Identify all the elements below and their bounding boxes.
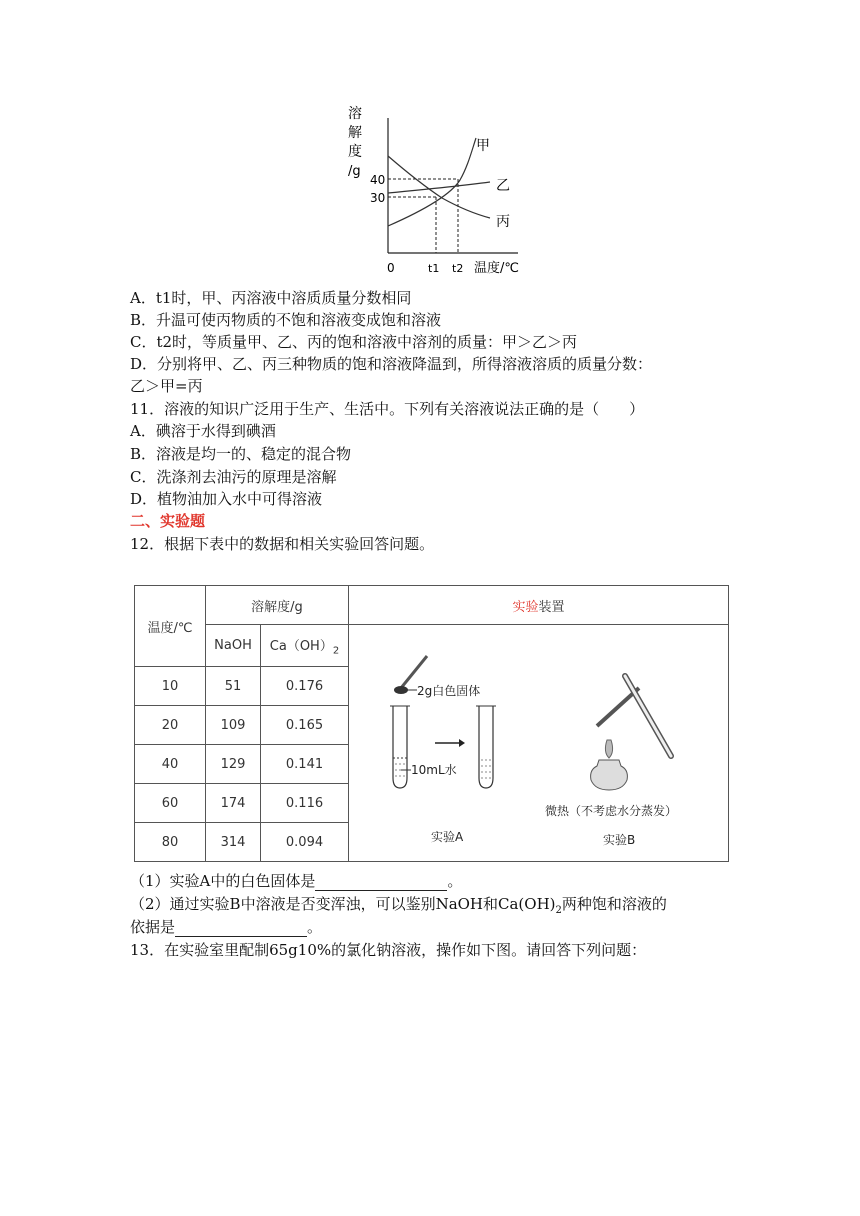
test-tube-2-icon	[479, 706, 493, 788]
th-temp: 温度/℃	[135, 586, 206, 667]
row-naoh: 109	[206, 706, 261, 745]
chart-ylabel-3: 度	[348, 144, 362, 160]
chart-xlabel: 温度/℃	[474, 261, 519, 276]
chart-ylabel-4: /g	[348, 164, 361, 179]
chart-ytick-30: 30	[370, 191, 386, 205]
chart-ylabel-1: 溶	[348, 106, 362, 122]
solubility-chart	[330, 100, 540, 280]
curve-label-bing: 丙	[496, 214, 510, 230]
answer-blank-1[interactable]	[315, 874, 447, 891]
spatula-scoop-icon	[394, 686, 408, 694]
th-apparatus	[349, 586, 729, 625]
solubility-table	[134, 585, 729, 862]
q11-option-c: C．洗涤剂去油污的原理是溶解	[130, 468, 337, 486]
curve-yi	[388, 182, 490, 193]
label-heat: 微热（不考虑水分蒸发）	[545, 804, 678, 818]
label-exp-a: 实验A	[431, 830, 464, 844]
th-caoh2-main: Ca（OH）	[269, 638, 333, 654]
curve-label-jia: 甲	[476, 138, 490, 154]
th-caoh2	[261, 625, 349, 667]
row-naoh: 174	[206, 784, 261, 823]
q12-sub2-line2	[130, 917, 322, 937]
q10-option-b: B．升温可使丙物质的不饱和溶液变成饱和溶液	[130, 311, 442, 329]
q10-option-d-cont: 乙＞甲=丙	[130, 377, 203, 395]
row-temp: 80	[135, 823, 206, 862]
q12-sub1	[130, 871, 462, 891]
water-2-fill	[481, 760, 491, 778]
row-naoh: 314	[206, 823, 261, 862]
chart-ytick-40: 40	[370, 173, 386, 187]
q13-stem: 13．在实验室里配制65g10%的氯化钠溶液，操作如下图。请回答下列问题：	[130, 941, 647, 959]
q12-sub2-sub: 2	[555, 905, 562, 916]
q11-option-a: A．碘溶于水得到碘酒	[130, 422, 276, 440]
q11-option-b: B．溶液是均一的、稳定的混合物	[130, 445, 352, 463]
chart-xtick-0: 0	[387, 261, 395, 275]
q11-option-d: D．植物油加入水中可得溶液	[130, 490, 323, 508]
apparatus-figure	[349, 628, 727, 858]
q12-sub1-end: 。	[447, 872, 463, 890]
label-water: 10mL水	[411, 763, 457, 777]
apparatus-cell	[349, 625, 729, 862]
row-ca: 0.116	[261, 784, 349, 823]
label-exp-b: 实验B	[603, 833, 636, 847]
curve-jia	[388, 138, 476, 226]
th-apparatus-rest: 装置	[538, 599, 565, 615]
row-ca: 0.176	[261, 667, 349, 706]
row-ca: 0.141	[261, 745, 349, 784]
q12-sub2b-end: 。	[307, 918, 323, 936]
answer-blank-2[interactable]	[175, 920, 307, 937]
q10-option-a: A．t1时，甲、丙溶液中溶质质量分数相同	[130, 289, 412, 307]
section-title: 二、实验题	[130, 512, 206, 530]
curve-bing	[388, 156, 490, 218]
flame-icon	[605, 740, 612, 758]
row-temp: 20	[135, 706, 206, 745]
row-ca: 0.165	[261, 706, 349, 745]
alcohol-lamp-icon	[591, 760, 628, 790]
th-apparatus-red: 实验	[512, 599, 539, 615]
curve-label-yi: 乙	[496, 178, 510, 194]
row-ca: 0.094	[261, 823, 349, 862]
row-temp: 40	[135, 745, 206, 784]
label-solid: 2g白色固体	[417, 684, 481, 698]
row-temp: 60	[135, 784, 206, 823]
chart-ylabel-2: 解	[348, 125, 362, 141]
arrow-head-icon	[459, 739, 465, 747]
q10-option-d: D．分别将甲、乙、丙三种物质的饱和溶液降温到，所得溶液溶质的质量分数：	[130, 355, 653, 373]
th-solubility: 溶解度/g	[206, 586, 349, 625]
q12-stem: 12．根据下表中的数据和相关实验回答问题。	[130, 535, 435, 553]
chart-xtick-t1: t1	[428, 262, 440, 275]
q10-option-c: C．t2时，等质量甲、乙、丙的饱和溶液中溶剂的质量：甲＞乙＞丙	[130, 333, 578, 351]
q12-sub2-text-post: 两种饱和溶液的	[561, 895, 667, 913]
row-naoh: 51	[206, 667, 261, 706]
heating-tube-inner	[625, 676, 671, 756]
th-naoh: NaOH	[206, 625, 261, 667]
chart-xtick-t2: t2	[452, 262, 464, 275]
row-naoh: 129	[206, 745, 261, 784]
row-temp: 10	[135, 667, 206, 706]
q12-sub2b-text: 依据是	[130, 918, 176, 936]
q12-sub2-text: （2）通过实验B中溶液是否变浑浊，可以鉴别NaOH和Ca(OH)	[130, 895, 556, 913]
th-caoh2-sub: 2	[332, 645, 340, 657]
q12-sub1-text: （1）实验A中的白色固体是	[130, 872, 316, 890]
q11-stem: 11．溶液的知识广泛用于生产、生活中。下列有关溶液说法正确的是（ ）	[130, 400, 645, 418]
